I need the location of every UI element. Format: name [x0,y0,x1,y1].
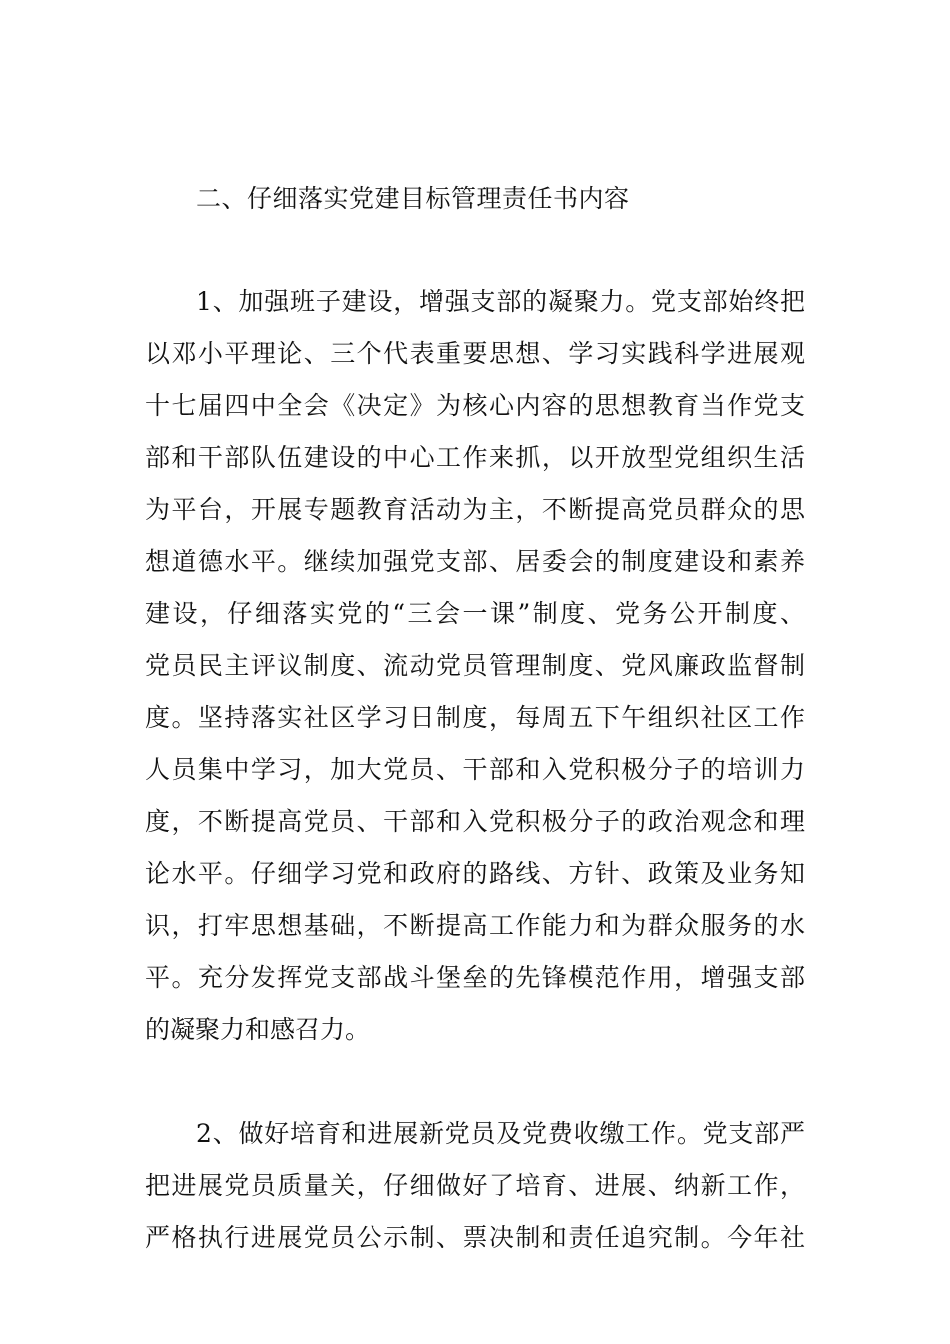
paragraph-line: 的凝聚力和感召力。 [145,1015,371,1044]
paragraph-line: 党员民主评议制度、流动党员管理制度、党风廉政监督制 [145,651,805,680]
paragraph-line: 想道德水平。继续加强党支部、居委会的制度建设和素养 [145,547,805,576]
paragraph-line: 2、做好培育和进展新党员及党费收缴工作。党支部严 [196,1119,805,1148]
paragraph-line: 识，打牢思想基础，不断提高工作能力和为群众服务的水 [145,911,805,940]
paragraph-line: 以邓小平理论、三个代表重要思想、学习实践科学进展观 [145,339,805,368]
paragraph-line: 1、加强班子建设，增强支部的凝聚力。党支部始终把 [196,287,805,316]
paragraph-line: 人员集中学习，加大党员、干部和入党积极分子的培训力 [145,755,805,784]
paragraph-line: 度。坚持落实社区学习日制度，每周五下午组织社区工作 [145,703,805,732]
paragraph-line: 度，不断提高党员、干部和入党积极分子的政治观念和理 [145,807,805,836]
paragraph-line: 建设，仔细落实党的“三会一课”制度、党务公开制度、 [145,599,805,628]
paragraph-line: 为平台，开展专题教育活动为主，不断提高党员群众的思 [145,495,805,524]
paragraph-line: 十七届四中全会《决定》为核心内容的思想教育当作党支 [145,391,805,420]
paragraph-line: 论水平。仔细学习党和政府的路线、方针、政策及业务知 [145,859,805,888]
paragraph-line: 把进展党员质量关，仔细做好了培育、进展、纳新工作， [145,1171,805,1200]
paragraph-line: 严格执行进展党员公示制、票决制和责任追究制。今年社 [145,1223,805,1252]
paragraph-line: 平。充分发挥党支部战斗堡垒的先锋模范作用，增强支部 [145,963,805,992]
paragraph-line: 部和干部队伍建设的中心工作来抓，以开放型党组织生活 [145,443,805,472]
section-heading: 二、仔细落实党建目标管理责任书内容 [196,184,630,213]
